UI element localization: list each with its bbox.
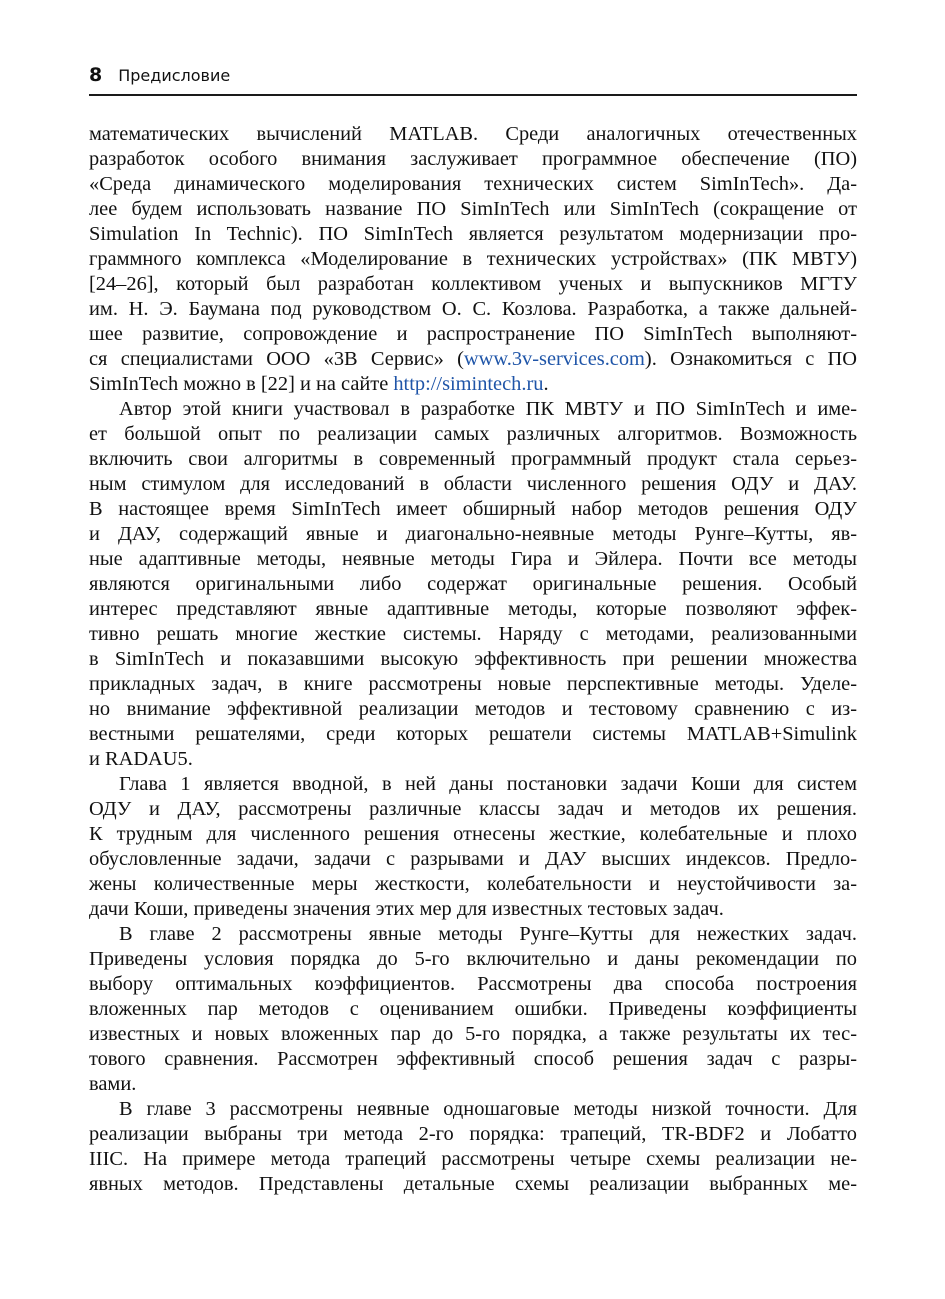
text-line: выбору оптимальных коэффициентов. Рассмотрены два способа построения — [89, 973, 857, 995]
text-line: граммного комплекса «Моделирование в технических устройствах» (ПК МВТУ) — [89, 248, 857, 270]
text-line: им. Н. Э. Баумана под руководством О. С. Козлова. Разработка, а также дальней- — [89, 298, 857, 320]
text-line: являются оригинальными либо содержат оригинальные решения. Особый — [89, 573, 857, 595]
text-line: В настоящее время SimInTech имеет обширный набор методов решения ОДУ — [89, 498, 857, 520]
text-line: В главе 2 рассмотрены явные методы Рунге–Кутты для нежестких задач. — [119, 923, 857, 945]
text-line: математических вычислений MATLAB. Среди аналогичных отечественных — [89, 123, 857, 145]
text-line: Simulation In Technic). ПО SimInTech является результатом модернизации про- — [89, 223, 857, 245]
text-line: интерес представляют явные адаптивные методы, которые позволяют эффек- — [89, 598, 857, 620]
text-line: включить свои алгоритмы в современный программный продукт стала серьез- — [89, 448, 857, 470]
text-fragment: ). Ознакомиться с ПО — [644, 348, 857, 370]
page-number: 8 — [89, 64, 103, 86]
text-line: и RADAU5. — [89, 748, 193, 770]
text-line: шее развитие, сопровождение и распространение ПО SimInTech выполняют- — [89, 323, 857, 345]
text-line: Глава 1 является вводной, в ней даны постановки задачи Коши для систем — [119, 773, 857, 795]
text-line: обусловленные задачи, задачи с разрывами и ДАУ высших индексов. Предло- — [89, 848, 857, 870]
text-line — [89, 347, 857, 372]
text-line: явных методов. Представлены детальные схемы реализации выбранных ме- — [89, 1173, 857, 1195]
text-line: К трудным для численного решения отнесены жесткие, колебательные и плохо — [89, 823, 857, 845]
page-header — [89, 64, 857, 96]
text-line: ОДУ и ДАУ, рассмотрены различные классы задач и методов их решения. — [89, 798, 857, 820]
text-fragment: ся специалистами ООО «3В Сервис» ( — [89, 348, 464, 370]
text-line: вами. — [89, 1073, 137, 1095]
text-line: тового сравнения. Рассмотрен эффективный способ решения задач с разры- — [89, 1048, 857, 1070]
body-text — [89, 122, 857, 1197]
text-line: в SimInTech и показавшими высокую эффективность при решении множества — [89, 648, 857, 670]
text-line: ные адаптивные методы, неявные методы Гира и Эйлера. Почти все методы — [89, 548, 857, 570]
running-title: Предисловие — [118, 66, 231, 85]
text-line: разработок особого внимания заслуживает программное обеспечение (ПО) — [89, 148, 857, 170]
text-line: тивно решать многие жесткие системы. Наряду с методами, реализованными — [89, 623, 857, 645]
text-line: ным стимулом для исследований в области численного решения ОДУ и ДАУ. — [89, 473, 857, 495]
text-line: и ДАУ, содержащий явные и диагонально-неявные методы Рунге–Кутты, яв- — [89, 523, 857, 545]
text-line: но внимание эффективной реализации методов и тестовому сравнению с из- — [89, 698, 857, 720]
text-line: [24–26], который был разработан коллективом ученых и выпускников МГТУ — [89, 273, 857, 295]
text-line: IIIC. На примере метода трапеций рассмотрены четыре схемы реализации не- — [89, 1148, 857, 1170]
text-line: ет большой опыт по реализации самых различных алгоритмов. Возможность — [89, 423, 857, 445]
text-line: вложенных пар методов с оцениванием ошибки. Приведены коэффициенты — [89, 998, 857, 1020]
text-line — [89, 372, 857, 397]
text-line: В главе 3 рассмотрены неявные одношаговые методы низкой точности. Для — [119, 1098, 857, 1120]
text-line: прикладных задач, в книге рассмотрены новые перспективные методы. Уделе- — [89, 673, 857, 695]
text-line: лее будем использовать название ПО SimInTech или SimInTech (сокращение от — [89, 198, 857, 220]
text-line: известных и новых вложенных пар до 5-го порядка, а также результаты их тес- — [89, 1023, 857, 1045]
website-link-simintech[interactable]: http://simintech.ru — [393, 373, 544, 395]
text-line: вестными решателями, среди которых решатели системы MATLAB+Simulink — [89, 723, 857, 745]
text-line: дачи Коши, приведены значения этих мер для известных тестовых задач. — [89, 898, 724, 920]
text-line: реализации выбраны три метода 2-го порядка: трапеций, TR-BDF2 и Лобатто — [89, 1123, 857, 1145]
text-line: «Среда динамического моделирования технических систем SimInTech». Да- — [89, 173, 857, 195]
text-line: жены количественные меры жесткости, колебательности и неустойчивости за- — [89, 873, 857, 895]
text-fragment: . — [543, 373, 549, 395]
text-fragment: SimInTech можно в [22] и на сайте — [89, 373, 394, 395]
text-line: Автор этой книги участвовал в разработке ПК МВТУ и ПО SimInTech и име- — [119, 398, 857, 420]
website-link-3v-services[interactable]: www.3v-services.com — [463, 348, 645, 370]
text-line: Приведены условия порядка до 5-го включительно и даны рекомендации по — [89, 948, 857, 970]
